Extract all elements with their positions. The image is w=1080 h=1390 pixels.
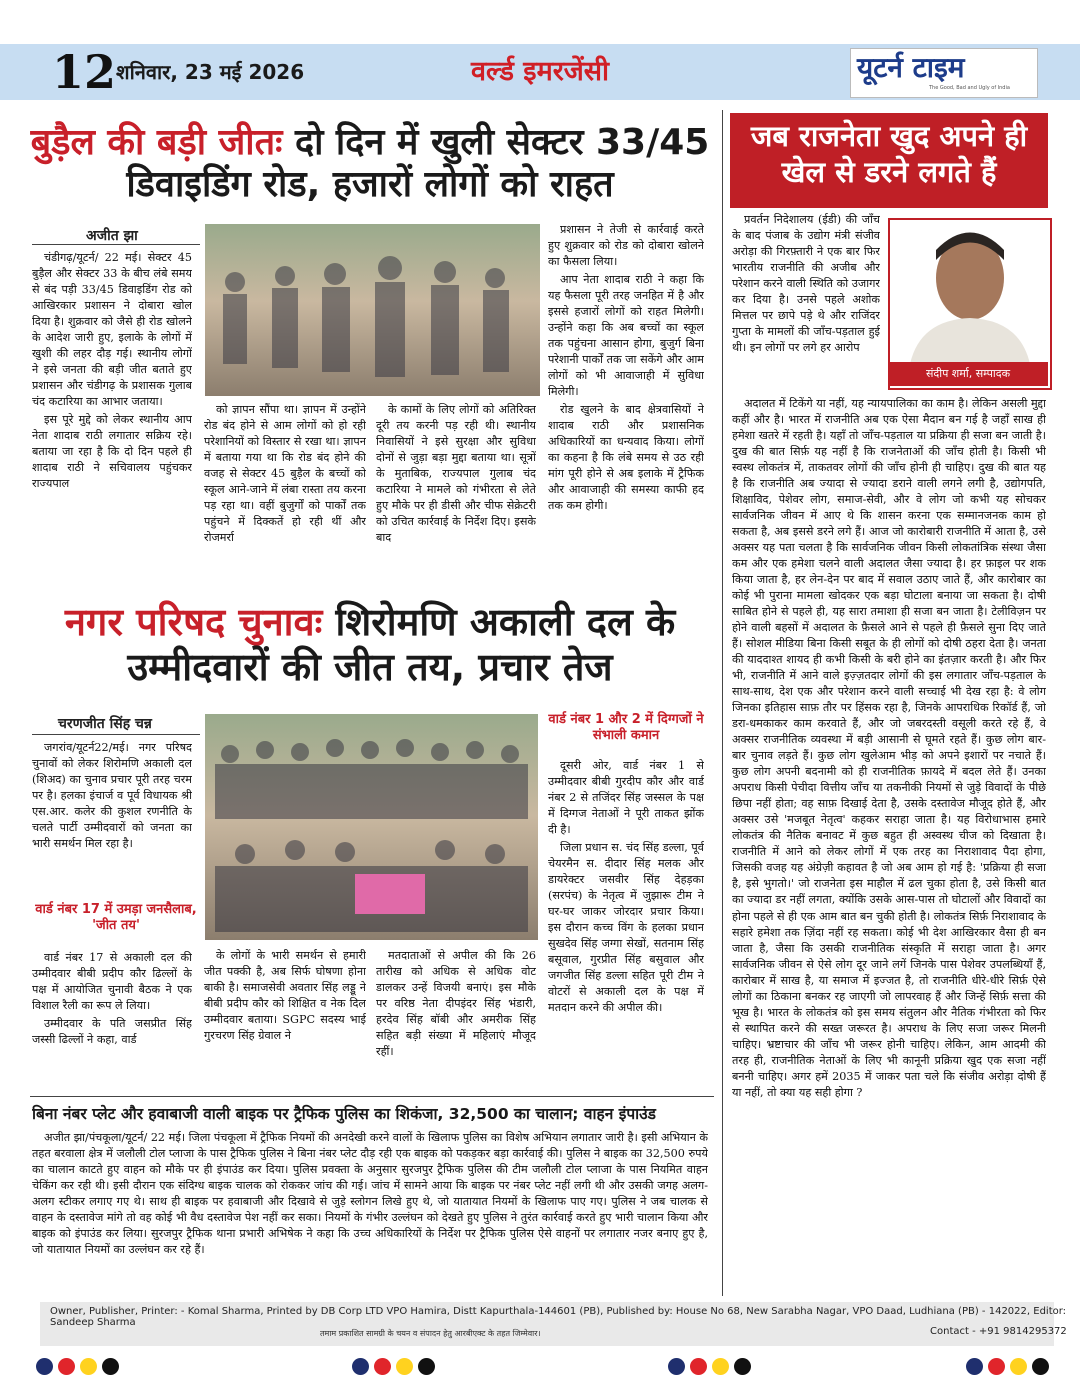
newspaper-logo: [850, 48, 1038, 98]
story2-para: दूसरी ओर, वार्ड नंबर 1 से उम्मीदवार बीबी गुरदीप कौर और वार्ड नंबर 2 से तजिंदर सिंह जस्सल के पक्ष में दिग्गज नेताओं ने पूरी ताकत झोंक दी है।: [548, 759, 704, 837]
story1-column-4: [548, 222, 704, 588]
byline-rule: [32, 244, 200, 245]
story2-photo: [205, 714, 538, 940]
story1-headline-red: बुड़ैल की बड़ी जीतः: [30, 122, 283, 163]
story2-headline-main: शिरोमणि अकाली दल के: [335, 600, 676, 644]
byline-rule: [32, 734, 200, 735]
story2-para: मतदाताओं से अपील की कि 26 तारीख को अधिक से अधिक वोट डालकर उन्हें विजयी बनाएं। इस मौके पर वरिष्ठ नेता दीपइंदर सिंह भंडारी, हरदेव सिंह बॉबी और अमरीक सिंह सहित बड़ी संख्या में महिलाएं मौजूद रहीं।: [376, 949, 536, 1059]
registration-dot: [102, 1358, 119, 1375]
story2-headline-red: नगर परिषद चुनावः: [64, 600, 323, 644]
story1-column-1: [32, 250, 192, 590]
story2-para: उम्मीदवार के पति जसप्रीत सिंह जस्सी ढिल्लों ने कहा, वार्ड: [32, 1017, 192, 1047]
registration-dot: [988, 1358, 1005, 1375]
story1-byline: अजीत झा: [86, 228, 138, 244]
registration-dot: [1010, 1358, 1027, 1375]
issue-date: शनिवार, 23 मई 2026: [116, 60, 305, 84]
story2-para: के लोगों के भारी समर्थन से हमारी जीत पक्की है, अब सिर्फ घोषणा होना बाकी है। समाजसेवी अवतार सिंह लड्डू ने बीबी प्रदीप कौर को शिक्षित व नेक दिल उम्मीदवार बताया। SGPC सदस्य भाई गुरचरण सिंह ग्रेवाल ने: [204, 949, 366, 1043]
story1-para: रोड खुलने के बाद क्षेत्रवासियों ने शादाब राठी और प्रशासनिक अधिकारियों का धन्यवाद किया। लोगों का कहना है कि लंबे समय से उठ रही मांग पूरी होने से अब इलाके में ट्रैफिक और आवाजाही की समस्या काफी हद तक कम होगी।: [548, 403, 704, 513]
section-title: वर्ल्ड इमरजेंसी: [470, 56, 610, 87]
editor-caption: संदीप शर्मा, सम्पादक: [888, 362, 1048, 386]
story1-column-2: [204, 402, 366, 588]
registration-dot: [418, 1358, 435, 1375]
registration-dot: [58, 1358, 75, 1375]
page-number: 12: [52, 45, 117, 99]
story1-headline: [20, 122, 720, 207]
registration-dot: [80, 1358, 97, 1375]
rally-photo-people: [205, 714, 538, 940]
portrait-silhouette: [890, 220, 1050, 364]
editorial-body: [732, 396, 1046, 1296]
story3-headline: बिना नंबर प्लेट और हवाबाजी वाली बाइक पर ट्रैफिक पुलिस का शिकंजा, 32,500 का चालान; वाहन इंपाउंड: [32, 1105, 656, 1123]
registration-marks: [0, 1356, 1080, 1380]
story2-subhead-ward17: वार्ड नंबर 17 में उमड़ा जनसैलाब, 'जीत तय': [35, 902, 197, 933]
group-photo-people: [205, 224, 540, 396]
story2-byline: चरणजीत सिंह चन्न: [58, 716, 152, 732]
story1-para: आप नेता शादाब राठी ने कहा कि यह फैसला पूरी तरह जनहित में है और इससे हजारों लोगों को राहत मिलेगी। उन्होंने कहा कि अब बच्चों का स्कूल तक पहुंचना आसान होगा, बुजुर्ग बिना परेशानी पार्कों तक जा सकेंगे और आम लोगों को भी आवाजाही में सुविधा मिलेगी।: [548, 273, 704, 399]
registration-dot: [966, 1358, 983, 1375]
story1-para: को ज्ञापन सौंपा था। ज्ञापन में उन्होंने रोड बंद होने से आम लोगों को हो रही परेशानियों को विस्तार से रखा था। ज्ञापन में बताया गया था कि रोड बंद होने की वजह से सेक्टर 45 बुड़ैल के बच्चों को स्कूल आने-जाने में लंबा रास्ता तय करना पड़ रहा था। वहीं बुजुर्गों को पार्कों तक पहुंचने में दिक्कतें हो रही थीं और रोजमर्रा: [204, 403, 366, 545]
story3-top-rule: [30, 1096, 714, 1097]
story2-column-1b: [32, 950, 192, 1080]
editorial-title: [730, 118, 1048, 191]
story1-headline-main: दो दिन में खुली सेक्टर 33/45: [294, 122, 710, 163]
story2-headline: [20, 600, 720, 690]
story3-para: अजीत झा/पंचकूला/यूटर्न/ 22 मई। जिला पंचकूला में ट्रैफिक नियमों की अनदेखी करने वालों के खिलाफ पुलिस का विशेष अभियान लगातार जारी है। इसी अभियान के तहत बरवाला क्षेत्र में जलौली टोल प्लाजा के पास ट्रैफिक पुलिस ने बिना नंबर प्लेट दौड़ रही एक बाइक को पकड़कर बड़ा कार्रवाई की। पुलिस ने बाइक का 32,500 रुपये का चालान काटते हुए वाहन को मौके पर ही इंपाउंड कर दिया। पुलिस प्रवक्ता के अनुसार सुरजपुर ट्रैफिक पुलिस की टीम जलौली टोल प्लाजा के पास नियमित वाहन चेकिंग कर रही थी। इसी दौरान एक संदिग्ध बाइक चालक को रोककर जांच की गई। जांच में सामने आया कि बाइक पर नंबर प्लेट नहीं लगी थी और उसकी जगह अलग-अलग स्टीकर लगाए गए थे। साथ ही बाइक पर हवाबाजी और दिखावे से जुड़े स्लोगन लिखे हुए थे, जो यातायात नियमों के खिलाफ पाए गए। पुलिस ने जब चालक से वाहन के दस्तावेज मांगे तो वह कोई भी वैध दस्तावेज पेश नहीं कर सका। नियमों के गंभीर उल्लंघन को देखते हुए पुलिस ने तुरंत कार्रवाई करते हुए भारी चालान किया और बाइक को इंपाउंड कर लिया। सुरजपुर ट्रैफिक थाना प्रभारी अभिषेक ने कहा कि उच्च अधिकारियों के निर्देश पर ट्रैफिक पुलिस ऐसे वाहनों पर लगातार नजर बनाए हुए है, जो यातायात नियमों का उल्लंघन कर रहे हैं।: [32, 1131, 708, 1257]
registration-dot: [712, 1358, 729, 1375]
registration-dot: [734, 1358, 751, 1375]
story1-para: चंडीगढ़/यूटर्न/ 22 मई। सेक्टर 45 बुड़ैल और सेक्टर 33 के बीच लंबे समय से बंद पड़ी 33/45 डिवाइडिंग रोड को आखिरकार प्रशासन ने दोबारा खोल दिया है। शुक्रवार को जैसे ही रोड खोलने के आदेश जारी हुए, इलाके के लोगों में खुशी की लहर दौड़ गई। स्थानीय लोगों ने इसे जनता की बड़ी जीत बताते हुए प्रशासन और चंडीगढ़ के प्रशासक गुलाब चंद कटारिया का आभार जताया।: [32, 251, 192, 409]
registration-dot: [690, 1358, 707, 1375]
logo-tagline: The Good, Bad and Ugly of India: [929, 85, 1010, 91]
column-divider: [722, 110, 723, 1296]
editorial-title-line1: जब राजनेता खुद अपने ही: [750, 119, 1028, 153]
contact-line: Contact - +91 9814295372: [930, 1326, 1067, 1337]
registration-dot: [668, 1358, 685, 1375]
story2-column-2: [204, 948, 366, 1078]
story3-body: [32, 1130, 708, 1298]
editorial-para: प्रवर्तन निदेशालय (ईडी) की जाँच के बाद पंजाब के उद्योग मंत्री संजीव अरोड़ा की गिरफ़्तारी ने एक बार फिर भारतीय राजनीति की अजीब और परेशान करने वाली स्थिति को उजागर कर दिया है। उनसे पहले अशोक मित्तल पर छापे पड़े थे और राजिंदर गुप्ता के मामलों की जाँच-पड़ताल हुई थी। इन लोगों पर लगे हर आरोप: [732, 213, 880, 355]
registration-dot: [1032, 1358, 1049, 1375]
story1-para: इस पूरे मुद्दे को लेकर स्थानीय आप नेता शादाब राठी लगातार सक्रिय रहे। बताया जा रहा है कि दो दिन पहले ही शादाब राठी ने सचिवालय पहुंचकर राज्यपाल: [32, 413, 192, 491]
story1-photo: [205, 224, 540, 396]
registration-dot: [352, 1358, 369, 1375]
story2-para: जगरांव/यूटर्न22/मई। नगर परिषद चुनावों को लेकर शिरोमणि अकाली दल (शिअद) का चुनाव प्रचार पूरी तरह चरम पर है। हलका इंचार्ज व पूर्व विधायक श्री एस.आर. कलेर की कुशल रणनीति के चलते पार्टी उम्मीदवारों को जनता का भारी समर्थन मिल रहा है।: [32, 741, 192, 851]
registration-dot: [396, 1358, 413, 1375]
logo-text: यूटर्न टाइम: [857, 51, 965, 84]
story2-para: वार्ड नंबर 17 से अकाली दल की उम्मीदवार बीबी प्रदीप कौर ढिल्लों के पक्ष में आयोजित चुनावी बैठक ने एक विशाल रैली का रूप ले लिया।: [32, 951, 192, 1013]
story1-para: प्रशासन ने तेजी से कार्रवाई करते हुए शुक्रवार को रोड को दोबारा खोलने का फैसला लिया।: [548, 223, 704, 269]
story1-column-3: [376, 402, 536, 588]
story2-para: जिला प्रधान स. चंद सिंह डल्ला, पूर्व चेयरमैन स. दीदार सिंह मलक और डायरेक्टर जसवीर सिंह देहड़का (सरपंच) के नेतृत्व में जुझारू टीम ने घर-घर जाकर जोरदार प्रचार किया। इस दौरान कच्च विंग के हलका प्रधान सुखदेव सिंह जग्गा सेखों, सतनाम सिंह बसूवाल, गुरप्रीत सिंह बसुवाल और जगजीत सिंह डल्ला सहित पूरी टीम ने वोटरों से अकाली दल के पक्ष में मतदान करने की अपील की।: [548, 841, 704, 1015]
story1-para: के कामों के लिए लोगों को अतिरिक्त दूरी तय करनी पड़ रही थी। स्थानीय निवासियों ने इसे सुरक्षा और सुविधा दोनों से जुड़ा बड़ा मुद्दा बताया था। सूत्रों के मुताबिक, राज्यपाल गुलाब चंद कटारिया ने मामले को गंभीरता से लेते हुए मौके पर ही डीसी और चीफ सेक्रेटरी को उचित कार्रवाई के निर्देश दिए। इसके बाद: [376, 403, 536, 545]
story2-column-1: [32, 740, 192, 902]
registration-dot: [36, 1358, 53, 1375]
editorial-title-line2: खेल से डरने लगते हैं: [781, 155, 997, 190]
imprint-line: Owner, Publisher, Printer: - Komal Sharma, Printed by DB Corp LTD VPO Hamira, Distt Kapurthala-144601 (PB), Published by: House No 68, New Sarabha Nagar, VPO Daad, Ludhiana (PB) - 142022, Editor: Sandeep Sharma: [50, 1306, 1067, 1328]
disclaimer-line: तमाम प्रकाशित सामग्री के चयन व संपादन हेतु आरबीएक्ट के तहत जिम्मेवार।: [320, 1329, 541, 1338]
story2-column-3: [376, 948, 536, 1078]
story2-subhead-ward1-2: वार्ड नंबर 1 और 2 में दिग्गजों ने संभाली कमान: [548, 712, 704, 743]
editorial-intro: [732, 212, 880, 394]
story2-column-4: [548, 758, 704, 1086]
editorial-para: अदालत में टिकेंगे या नहीं, यह न्यायपालिका का काम है। लेकिन असली मुद्दा कहीं और है। भारत में राजनीति अब एक ऐसा मैदान बन गई है जहाँ साख ही हमेशा खतरे में रहती है। यहाँ तो जाँच-पड़ताल या प्रक्रिया ही सजा बन जाती है। दुख की बात सिर्फ़ यह नहीं है कि राजनेताओं की जाँच होती है। किसी भी स्वस्थ लोकतंत्र में, ताकतवर लोगों की जाँच होनी ही चाहिए। दुख की बात यह है कि राजनीति अब ज्यादा से ज्यादा डराने वाली लगने लगी है, उद्योगपति, शिक्षाविद, पेशेवर लोग, समाज-सेवी, और वे लोग जो कभी यह सोचकर सार्वजनिक जीवन में आए थे कि शासन करना एक सम्मानजनक काम हो सकता है, अब इससे डरने लगे हैं। आज जो कारोबारी राजनीति में आता है, उसे अक्सर यह पता चलता है कि सार्वजनिक जीवन किसी लोकतांत्रिक संस्था जैसा कम और एक हमेशा चलने वाली अदालत जैसा ज्यादा है। हर फ़ाइल पर शक किया जाता है, हर लेन-देन पर बाद में सवाल उठाए जाते हैं, और कारोबार का कोई भी पुराना मामला खोदकर एक बड़ा घोटाला बनाया जा सकता है। दोषी साबित होने से पहले ही, यह सारा तमाशा ही सजा बन जाता है। टेलीविज़न पर होने वाली बहसों में अदालत के फ़ैसले आने से पहले ही फ़ैसले सुना दिए जाते हैं। सोशल मीडिया बिना किसी सबूत के ही लोगों को दोषी ठहरा देता है। जनता की याददाश्त शायद ही कभी किसी के बरी होने का इंतज़ार करती है। और फिर भी, राजनीति में आने वाले इज़्ज़तदार लोगों की इस लगातार जाँच-पड़ताल के साथ-साथ, देश एक और परेशान करने वाली सच्चाई भी देख रहा है: वे लोग जिनका इतिहास साफ़ तौर पर हिंसक रहा है, जिनके आपराधिक रिकॉर्ड हैं, जो डरा-धमकाकर काम करवाते हैं, और जो जबरदस्ती वसूली करते रहे हैं, वे अक्सर राजनीतिक व्यवस्था में बड़ी आसानी से घूमते रहते हैं। कुछ लोग बार-बार चुनाव लड़ते हैं। कुछ लोग खुलेआम भीड़ को अपने इशारों पर नचाते हैं। कुछ लोग अपनी बदनामी को ही राजनीतिक फ़ायदे में बदल लेते हैं। उनका अपराध किसी पेचीदा वित्तीय जाँच या तकनीकी नियमों से जुड़े विवादों के पीछे छिपा नहीं होता; वह साफ़ दिखाई देता है, उसके दस्तावेज मौजूद होते हैं, और अक्सर उसे 'मजबूत नेतृत्व' कहकर सराहा जाता है। यह विरोधाभास हमारे लोकतंत्र की नैतिक बनावट में कुछ बहुत ही अस्वस्थ चीज को दिखाता है। राजनीति में आने को लेकर लोगों में एक तरह का निराशावाद पैदा होगा, जिसकी वजह यह अंग्रेज़ी कहावत है जो अब आम हो गई है: 'प्रक्रिया ही सजा है, इसे भुगतो।' जो राजनेता इस माहौल में ढल चुका होता है, उसे किसी बात का ज्यादा डर नहीं लगता, क्योंकि उसके आस-पास तो घोटालों और विवादों का होना पहले से ही एक आम बात बन चुकी होती है। लोकतंत्र सिर्फ़ निराशावाद के सहारे हमेशा तक ज़िंदा नहीं रह सकता। कोई भी देश आखिरकार वैसा ही बन जाता है, जैसा कि उसकी राजनीतिक संस्कृति में सराहा जाता है। अगर सार्वजनिक जीवन से ऐसे लोग दूर जाने लगें जिनके पास पेशेवर उपलब्धियाँ हैं, कारोबार में साख है, या समाज में इज्जत है, तो राजनीति धीरे-धीरे सिर्फ़ ऐसे लोगों का ठिकाना बनकर रह जाएगी जो लापरवाह हैं और जिन्हें सिर्फ़ सत्ता की भूख है। भारत के लोकतंत्र को इस समय संतुलन और नैतिक गंभीरता को फिर से स्थापित करने की सख्त जरूरत है। अपराध के लिए सजा जरूर मिलनी चाहिए। भ्रष्टाचार की जाँच भी जरूर होनी चाहिए। लेकिन, आम आदमी की तरह ही, राजनीतिक नेताओं के लिए भी कानूनी प्रक्रिया खुद एक सजा नहीं बननी चाहिए। अगर हमें 2035 में जाकर पता चले कि संजीव अरोड़ा दोषी हैं या नहीं, तो क्या यह सही होगा ?: [732, 397, 1046, 1099]
registration-dot: [374, 1358, 391, 1375]
story1-headline-line2: डिवाइडिंग रोड, हजारों लोगों को राहत: [126, 164, 614, 206]
story2-headline-line2: उम्मीदवारों की जीत तय, प्रचार तेज: [127, 644, 613, 689]
